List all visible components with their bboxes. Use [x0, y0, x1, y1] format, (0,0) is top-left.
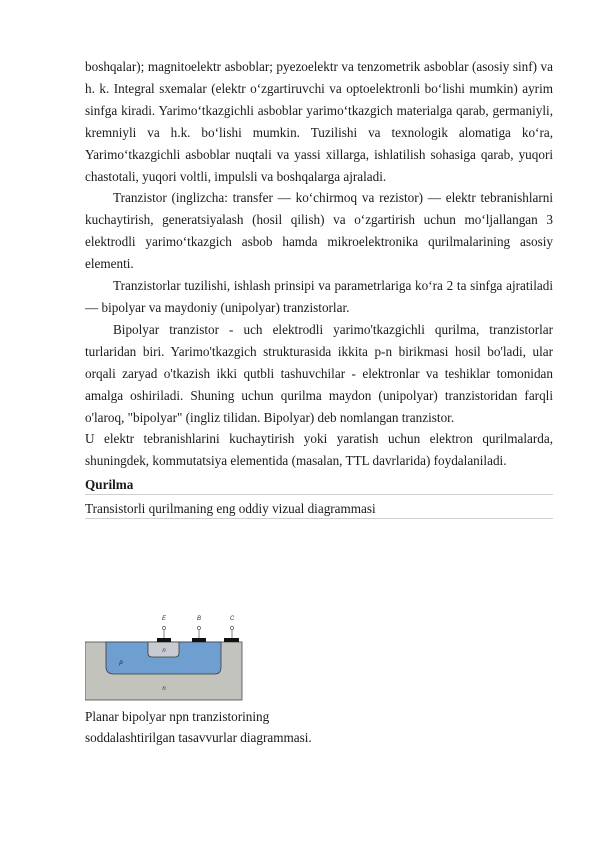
- base-region-label: p: [119, 660, 123, 666]
- paragraph-usage: U elektr tebranishlarini kuchaytirish yoki yaratish uchun elektron qurilmalarda, shuningdek, kommutatsiya elementida (masalan, TTL davrlarida) foydalaniladi.: [85, 431, 553, 469]
- paragraph-transistor-classes: Tranzistorlar tuzilishi, ishlash prinsipi va parametrlariga ko‘ra 2 ta sinfga ajratiladi — bipolyar va maydoniy (unipolyar) tranzistorlar.: [85, 278, 553, 315]
- collector-contact: [224, 638, 239, 642]
- document-body: [85, 56, 553, 519]
- figure-caption: [85, 706, 312, 748]
- caption-line-1: Planar bipolyar npn tranzistorining: [85, 709, 270, 724]
- base-contact: [192, 638, 206, 642]
- emitter-terminal-label: E: [161, 616, 167, 622]
- section-heading: Qurilma: [85, 475, 553, 495]
- paragraph-bipolar: Bipolyar tranzistor - uch elektrodli yarimo'tkazgichli qurilma, tranzistorlar turlaridan biri. Yarimo'tkazgich strukturasida ikkita p-n birikmasi hosil bo'ladi, ular orqali zaryad o'tkazish ikki qutbli tashuvchilar - elektronlar va teshiklar tomonidan amalga oshiriladi. Shuning uchun qurilma maydon (unipolyar) tranzistoridan farqli o'laroq, "bipolyar" (ingliz tilidan. Bipolyar) deb nomlangan tranzistor.: [85, 321, 553, 425]
- base-terminal-label: B: [196, 616, 202, 622]
- paragraph-intro: boshqalar); magnitoelektr asboblar; pyezoelektr va tenzometrik asboblar (asosiy sinf) va h. k. Integral sxemalar (elektr o‘zgartiruvchi va optoelektronli bo‘lishi mumkin) ayrim sinfga kiradi. Yarimo‘tkazgichli asboblar yarimo‘tkazgich materialga qarab, germaniyli, kremniyli va h.k. bo‘lishi mumkin. Tuzilishi va texnologik alomatiga ko‘ra, Yarimo‘tkazgichli asboblar nuqtali va yassi xillarga, ishlatilish sohasiga qarab, yuqori chastotali, yuqori voltli, impulsli va boshqalarga ajraladi.: [85, 59, 553, 184]
- npn-transistor-diagram: [85, 607, 243, 701]
- collector-region-label: n: [162, 686, 166, 692]
- emitter-region-label: n: [162, 648, 166, 654]
- collector-terminal-dot: [230, 626, 233, 629]
- section-subtitle: Transistorli qurilmaning eng oddiy vizual diagrammasi: [85, 499, 553, 519]
- paragraph-transistor-definition: Tranzistor (inglizcha: transfer — ko‘chirmoq va rezistor) — elektr tebranishlarni kuchaytirish, generatsiyalash (hosil qilish) va o‘zgartirish uchun mo‘ljallangan 3 elektrodli yarimo‘tkazgich asbob hamda mikroelektronika qurilmalarining asosiy elementi.: [85, 190, 553, 272]
- caption-line-2: soddalashtirilgan tasavvurlar diagrammasi.: [85, 730, 312, 745]
- emitter-terminal-dot: [162, 626, 165, 629]
- collector-terminal-label: C: [229, 616, 235, 622]
- emitter-contact: [157, 638, 171, 642]
- base-terminal-dot: [197, 626, 200, 629]
